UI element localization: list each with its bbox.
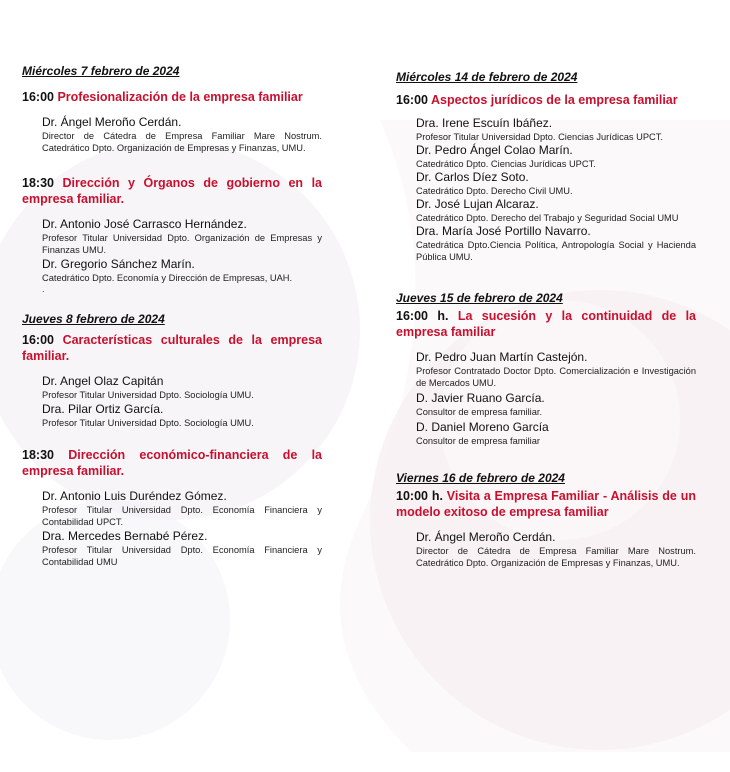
speaker-affiliation: Director de Cátedra de Empresa Familiar Mare Nostrum. Catedrático Dpto. Organización de Empresas y Finanzas, UMU. [416,546,696,568]
day-heading: Miércoles 14 de febrero de 2024 [396,70,578,84]
speaker-name: Dra. Irene Escuín Ibáñez. [416,116,553,130]
speaker-affiliation: Catedrático Dpto. Economía y Dirección de Empresas, UAH. [42,273,293,283]
speaker-name: Dr. Gregorio Sánchez Marín. [42,257,195,271]
speaker [416,197,696,224]
session-topic: Profesionalización de la empresa familiar [57,90,303,104]
speaker-affiliation: Profesor Titular Universidad Dpto. Ciencias Jurídicas UPCT. [416,132,663,142]
speaker [42,489,322,528]
speaker-affiliation: Profesor Titular Universidad Dpto. Sociología UMU. [42,390,254,400]
speaker [42,402,322,429]
speaker [42,115,322,154]
speaker-affiliation: Catedrático Dpto. Derecho del Trabajo y Seguridad Social UMU [416,213,679,223]
day-heading: Miércoles 7 febrero de 2024 [22,64,180,78]
speaker-affiliation: Catedrático Dpto. Ciencias Jurídicas UPCT. [416,159,596,169]
day-heading: Jueves 8 febrero de 2024 [22,312,165,326]
speaker-name: Dr. Ángel Meroño Cerdán. [42,115,182,129]
session-topic: Visita a Empresa Familiar - Análisis de un modelo exitoso de empresa familiar [396,489,696,519]
session-time: 16:00 [396,93,428,107]
speaker-name: Dr. Antonio Luis Duréndez Gómez. [42,489,227,503]
right-column [396,70,696,569]
speaker-name: Dr. Pedro Juan Martín Castejón. [416,350,588,364]
speaker-name: Dr. José Lujan Alcaraz. [416,197,539,211]
session-topic: Dirección y Órganos de gobierno en la empresa familiar. [22,176,323,206]
session-title [22,332,322,364]
speaker-affiliation: Director de Cátedra de Empresa Familiar Mare Nostrum. Catedrático Dpto. Organización de Empresas y Finanzas, UMU. [42,131,322,153]
speaker [42,529,322,568]
session-title [396,92,696,108]
speaker-name: Dr. Angel Olaz Capitán [42,374,164,388]
speaker-name: Dra. María José Portillo Navarro. [416,224,591,238]
speaker [42,217,322,256]
session-title [396,488,696,520]
session-time: 16:00 h. [396,309,449,323]
session-topic: La sucesión y la continuidad de la empresa familiar [396,309,696,339]
speaker-name: D. Daniel Moreno García [416,420,549,434]
speaker-name: D. Javier Ruano García. [416,391,545,405]
speaker [416,170,696,197]
speaker-name: Dra. Mercedes Bernabé Pérez. [42,529,208,543]
speaker [416,420,696,447]
session-time: 10:00 h. [396,489,443,503]
speaker-affiliation: Profesor Titular Universidad Dpto. Organización de Empresas y Finanzas UMU. [42,233,322,255]
speaker-affiliation: Profesor Contratado Doctor Dpto. Comercialización e Investigación de Mercados UMU. [416,366,696,388]
speaker-affiliation: Profesor Titular Universidad Dpto. Economía Financiera y Contabilidad UMU [42,545,322,567]
session-topic: Características culturales de la empresa familiar. [22,333,322,363]
speaker-name: Dr. Carlos Díez Soto. [416,170,529,184]
speaker-affiliation: Catedrática Dpto.Ciencia Política, Antropología Social y Hacienda Pública UMU. [416,240,696,262]
speaker-affiliation: Consultor de empresa familiar [416,436,541,446]
speaker-affiliation: Profesor Titular Universidad Dpto. Economía Financiera y Contabilidad UPCT. [42,505,322,527]
trailing-dot: . [42,284,45,294]
speaker [42,374,322,401]
left-column [22,64,322,568]
speaker-affiliation: Catedrático Dpto. Derecho Civil UMU. [416,186,573,196]
session-time: 16:00 [22,333,54,347]
session-time: 18:30 [22,448,54,462]
session-title [22,175,322,207]
session-title [22,89,322,105]
speaker-name: Dr. Pedro Ángel Colao Marín. [416,143,573,157]
speaker [416,224,696,263]
speaker-name: Dr. Ángel Meroño Cerdán. [416,530,556,544]
session-title [396,308,696,340]
speaker [416,391,696,418]
session-topic: Aspectos jurídicos de la empresa familiar [431,93,678,107]
day-heading: Viernes 16 de febrero de 2024 [396,471,565,485]
speaker-affiliation: Consultor de empresa familiar. [416,407,543,417]
session-time: 18:30 [22,176,54,190]
day-heading: Jueves 15 de febrero de 2024 [396,291,563,305]
session-topic: Dirección económico-financiera de la empresa familiar. [22,448,322,478]
session-time: 16:00 [22,90,54,104]
speaker [416,116,696,143]
speaker-affiliation: Profesor Titular Universidad Dpto. Sociología UMU. [42,418,254,428]
speaker [42,257,322,284]
speaker [416,143,696,170]
speaker-name: Dra. Pilar Ortiz García. [42,402,164,416]
speaker-name: Dr. Antonio José Carrasco Hernández. [42,217,247,231]
speaker [416,530,696,569]
session-title [22,447,322,479]
speaker [416,350,696,389]
